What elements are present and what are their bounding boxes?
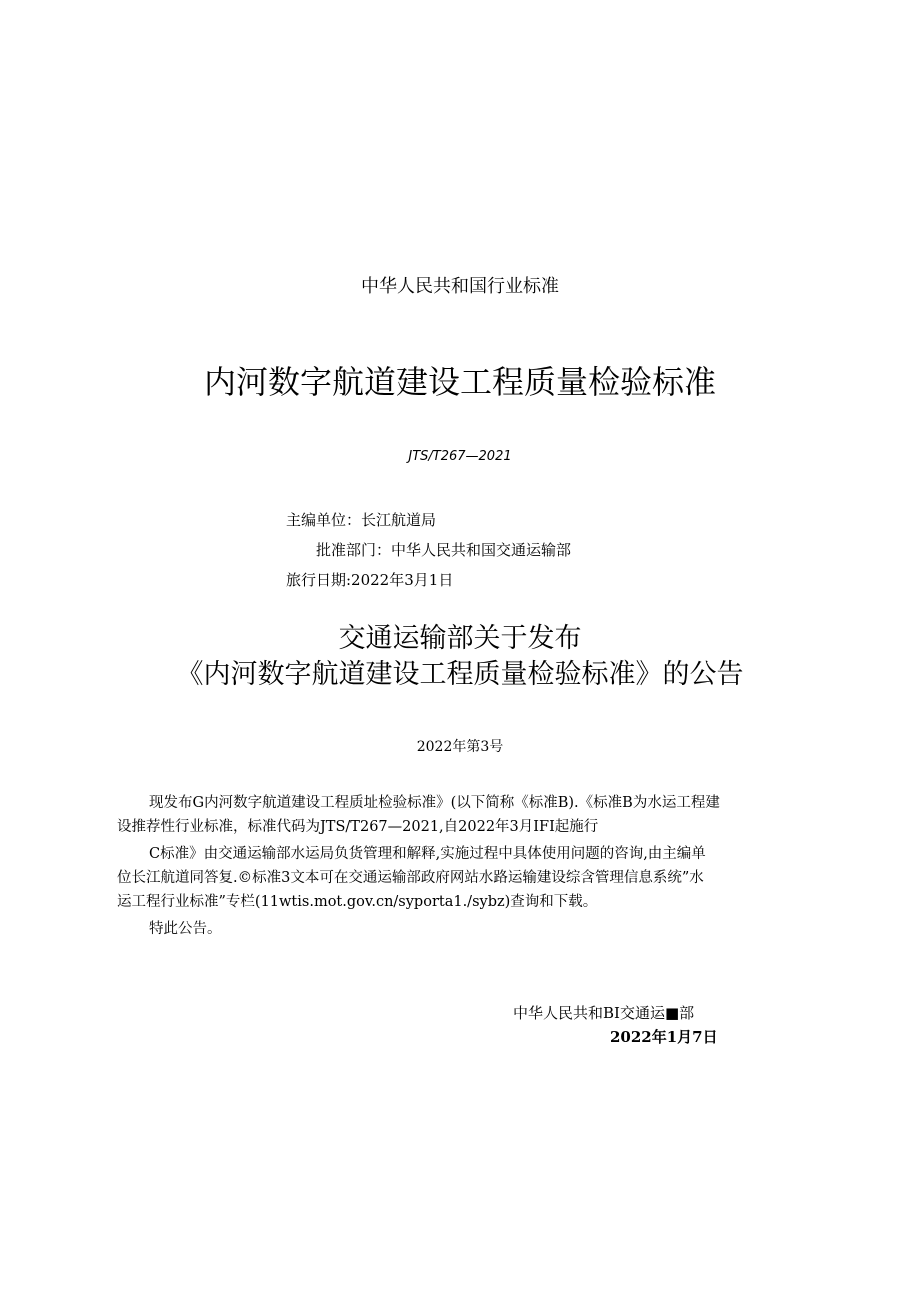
announcement-title-line2: 《内河数字航道建设工程质量检验标准》的公告 xyxy=(176,659,744,690)
paragraph-1-line-1: 现发布G内河数字航道建设工程质址检验标准》(以下简称《标准B).《标准B为水运工程建 xyxy=(149,795,720,811)
document-number: 2022年第3号 xyxy=(416,739,504,755)
announcement-paragraph-1 xyxy=(117,791,817,839)
announcement-closing xyxy=(117,917,817,941)
approval-department: 批准部门：中华人民共和国交通运输部 xyxy=(316,541,572,559)
signature-date: 2022年1月7日 xyxy=(610,1028,718,1046)
announcement-paragraph-2 xyxy=(117,842,817,914)
signature-issuer: 中华人民共和BI交通运■部 xyxy=(513,1004,695,1022)
closing-line: 特此公告。 xyxy=(149,921,222,937)
editor-unit: 主编单位：长江航道局 xyxy=(286,511,437,529)
effective-date: 旅行日期:2022年3月1日 xyxy=(286,571,454,589)
paragraph-1-line-2: 设推荐性行业标准，标准代码为JTS/T267—2021,自2022年3月IFI起施行 xyxy=(117,819,599,835)
paragraph-2-line-2: 位长江航道同答复.©标准3文本可在交通运输部政府网站水路运输建设综含管理信息系统”水 xyxy=(117,870,704,886)
standard-series-label: 中华人民共和国行业标准 xyxy=(361,276,559,297)
standard-title: 内河数字航道建设工程质量检验标准 xyxy=(203,363,716,401)
paragraph-2-line-3: 运工程行业标准”专栏(11wtis.mot.gov.cn/syporta1./sybz)查询和下载。 xyxy=(117,894,598,910)
paragraph-2-line-1: C标准》由交通运输部水运局负货管理和解释,实施过程中具体使用问题的咨询,由主编单 xyxy=(149,846,706,862)
standard-code: JTS/T267—2021 xyxy=(408,449,512,464)
announcement-title-line1: 交通运输部关于发布 xyxy=(338,623,582,654)
